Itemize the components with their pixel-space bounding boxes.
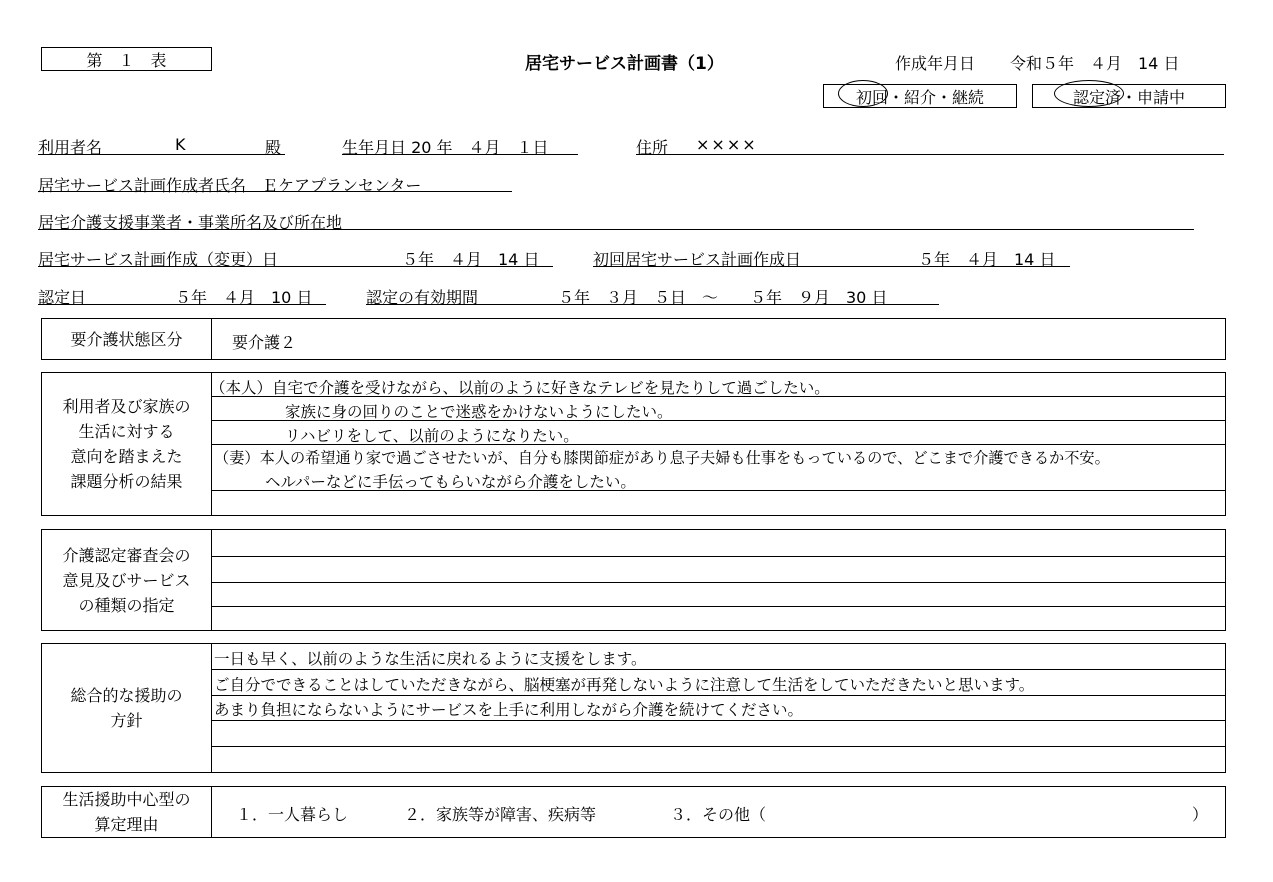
intent-label: [42, 373, 211, 515]
reason-option-2: ２．家族等が障害、疾病等: [404, 805, 597, 824]
policy-line: あまり負担にならないようにサービスを上手に利用しながら介護を続けてください。: [214, 701, 804, 719]
reason-table: [41, 786, 1226, 838]
address-value: ××××: [696, 135, 758, 154]
divider: [211, 530, 212, 630]
intent-line: （妻）本人の希望通り家で過ごさせたいが、自分も膝関節症があり息子夫婦も仕事をもっているので、どこまで介護できるか不安。: [214, 449, 1110, 467]
row-line: [212, 695, 1225, 696]
reason-close-paren: ）: [1192, 805, 1209, 824]
committee-label-line: 介護認定審査会の: [62, 545, 191, 565]
user-name: K: [175, 135, 186, 154]
committee-table: [41, 529, 1226, 631]
policy-line: 一日も早く、以前のような生活に戻れるように支援をします。: [214, 650, 647, 668]
row-line: [212, 720, 1225, 721]
plan-date-underline: [38, 266, 553, 267]
table-number: 第 １ 表: [86, 50, 167, 70]
selected-certified-circle: [1054, 80, 1124, 107]
created-date-label: 作成年月日: [895, 54, 976, 73]
first-plan-value: ５年 ４月 14 日: [918, 250, 1056, 269]
reason-option-1: １．一人暮らし: [236, 805, 349, 824]
cert-date-label: 認定日: [38, 288, 87, 307]
divider: [211, 787, 212, 837]
intent-label-line: 利用者及び家族の: [62, 397, 191, 416]
intent-line: 家族に身の回りのことで迷惑をかけないようにしたい。: [285, 403, 673, 421]
row-line: [212, 606, 1225, 607]
planner-name: 居宅サービス計画作成者氏名 Ｅケアプランセンター: [38, 176, 422, 195]
reason-label: [42, 787, 211, 837]
intent-label-line: 意向を踏まえた: [70, 447, 183, 466]
user-name-label: 利用者名: [38, 138, 103, 157]
row-line: [212, 556, 1225, 557]
office-underline: [38, 229, 1194, 230]
committee-label: [42, 530, 211, 630]
policy-label: [42, 644, 211, 772]
intent-line: ヘルパーなどに手伝ってもらいながら介護をしたい。: [265, 473, 636, 491]
committee-label-line: 意見及びサービス: [62, 570, 191, 590]
row-line: [212, 582, 1225, 583]
policy-label-line: 総合的な援助の: [70, 686, 183, 705]
policy-label-line: 方針: [110, 711, 143, 730]
row-line: [212, 746, 1225, 747]
care-level-table: [41, 318, 1226, 360]
birth-date: 生年月日 20 年 ４月 １日: [342, 138, 549, 157]
selected-first-circle: [838, 80, 888, 107]
intent-label-line: 課題分析の結果: [70, 472, 183, 491]
divider: [211, 644, 212, 772]
created-date-value: 令和５年 ４月 14 日: [1010, 54, 1180, 73]
cert-date-underline: [38, 304, 326, 305]
page-title: 居宅サービス計画書（1）: [525, 54, 724, 74]
user-name-underline: [38, 154, 285, 155]
plan-date-value: ５年 ４月 14 日: [402, 250, 540, 269]
cert-date-value: ５年 ４月 10 日: [175, 288, 313, 307]
planner-underline: [38, 191, 512, 192]
intent-table: [41, 372, 1226, 516]
intent-line: リハビリをして、以前のようになりたい。: [285, 427, 579, 445]
first-plan-underline: [593, 266, 1070, 267]
valid-period-underline: [366, 304, 939, 305]
policy-table: [41, 643, 1226, 773]
intent-line: （本人）自宅で介護を受けながら、以前のように好きなテレビを見たりして過ごしたい。: [210, 379, 830, 397]
committee-label-line: の種類の指定: [78, 595, 175, 615]
care-level-value: 要介護２: [232, 333, 297, 352]
table-number-box: [41, 47, 212, 71]
divider: [211, 319, 212, 359]
cert-status-options: 認定済・申請中: [1072, 87, 1185, 107]
policy-line: ご自分でできることはしていただきながら、脳梗塞が再発しないように注意して生活をしていただきたいと思います。: [214, 676, 1035, 694]
address-label: 住所: [636, 138, 669, 157]
reason-label-line: 生活援助中心型の: [62, 790, 191, 809]
care-level-label: [42, 319, 211, 359]
address-underline: [636, 154, 1224, 155]
plan-type-options: 初回・紹介・継続: [855, 87, 984, 107]
care-level-label-text: 要介護状態区分: [70, 329, 183, 349]
plan-date-label: 居宅サービス計画作成（変更）日: [38, 250, 279, 269]
row-line: [212, 669, 1225, 670]
birth-underline: [342, 154, 578, 155]
intent-label-line: 生活に対する: [78, 422, 175, 441]
office-name: 居宅介護支援事業者・事業所名及び所在地: [38, 213, 343, 232]
valid-period-value: ５年 ３月 ５日 ～ ５年 ９月 30 日: [558, 288, 888, 307]
reason-label-line: 算定理由: [94, 815, 159, 834]
reason-option-3: ３．その他（: [670, 805, 767, 824]
honorific: 殿: [265, 138, 282, 157]
valid-period-label: 認定の有効期間: [366, 288, 479, 307]
first-plan-label: 初回居宅サービス計画作成日: [593, 250, 802, 269]
